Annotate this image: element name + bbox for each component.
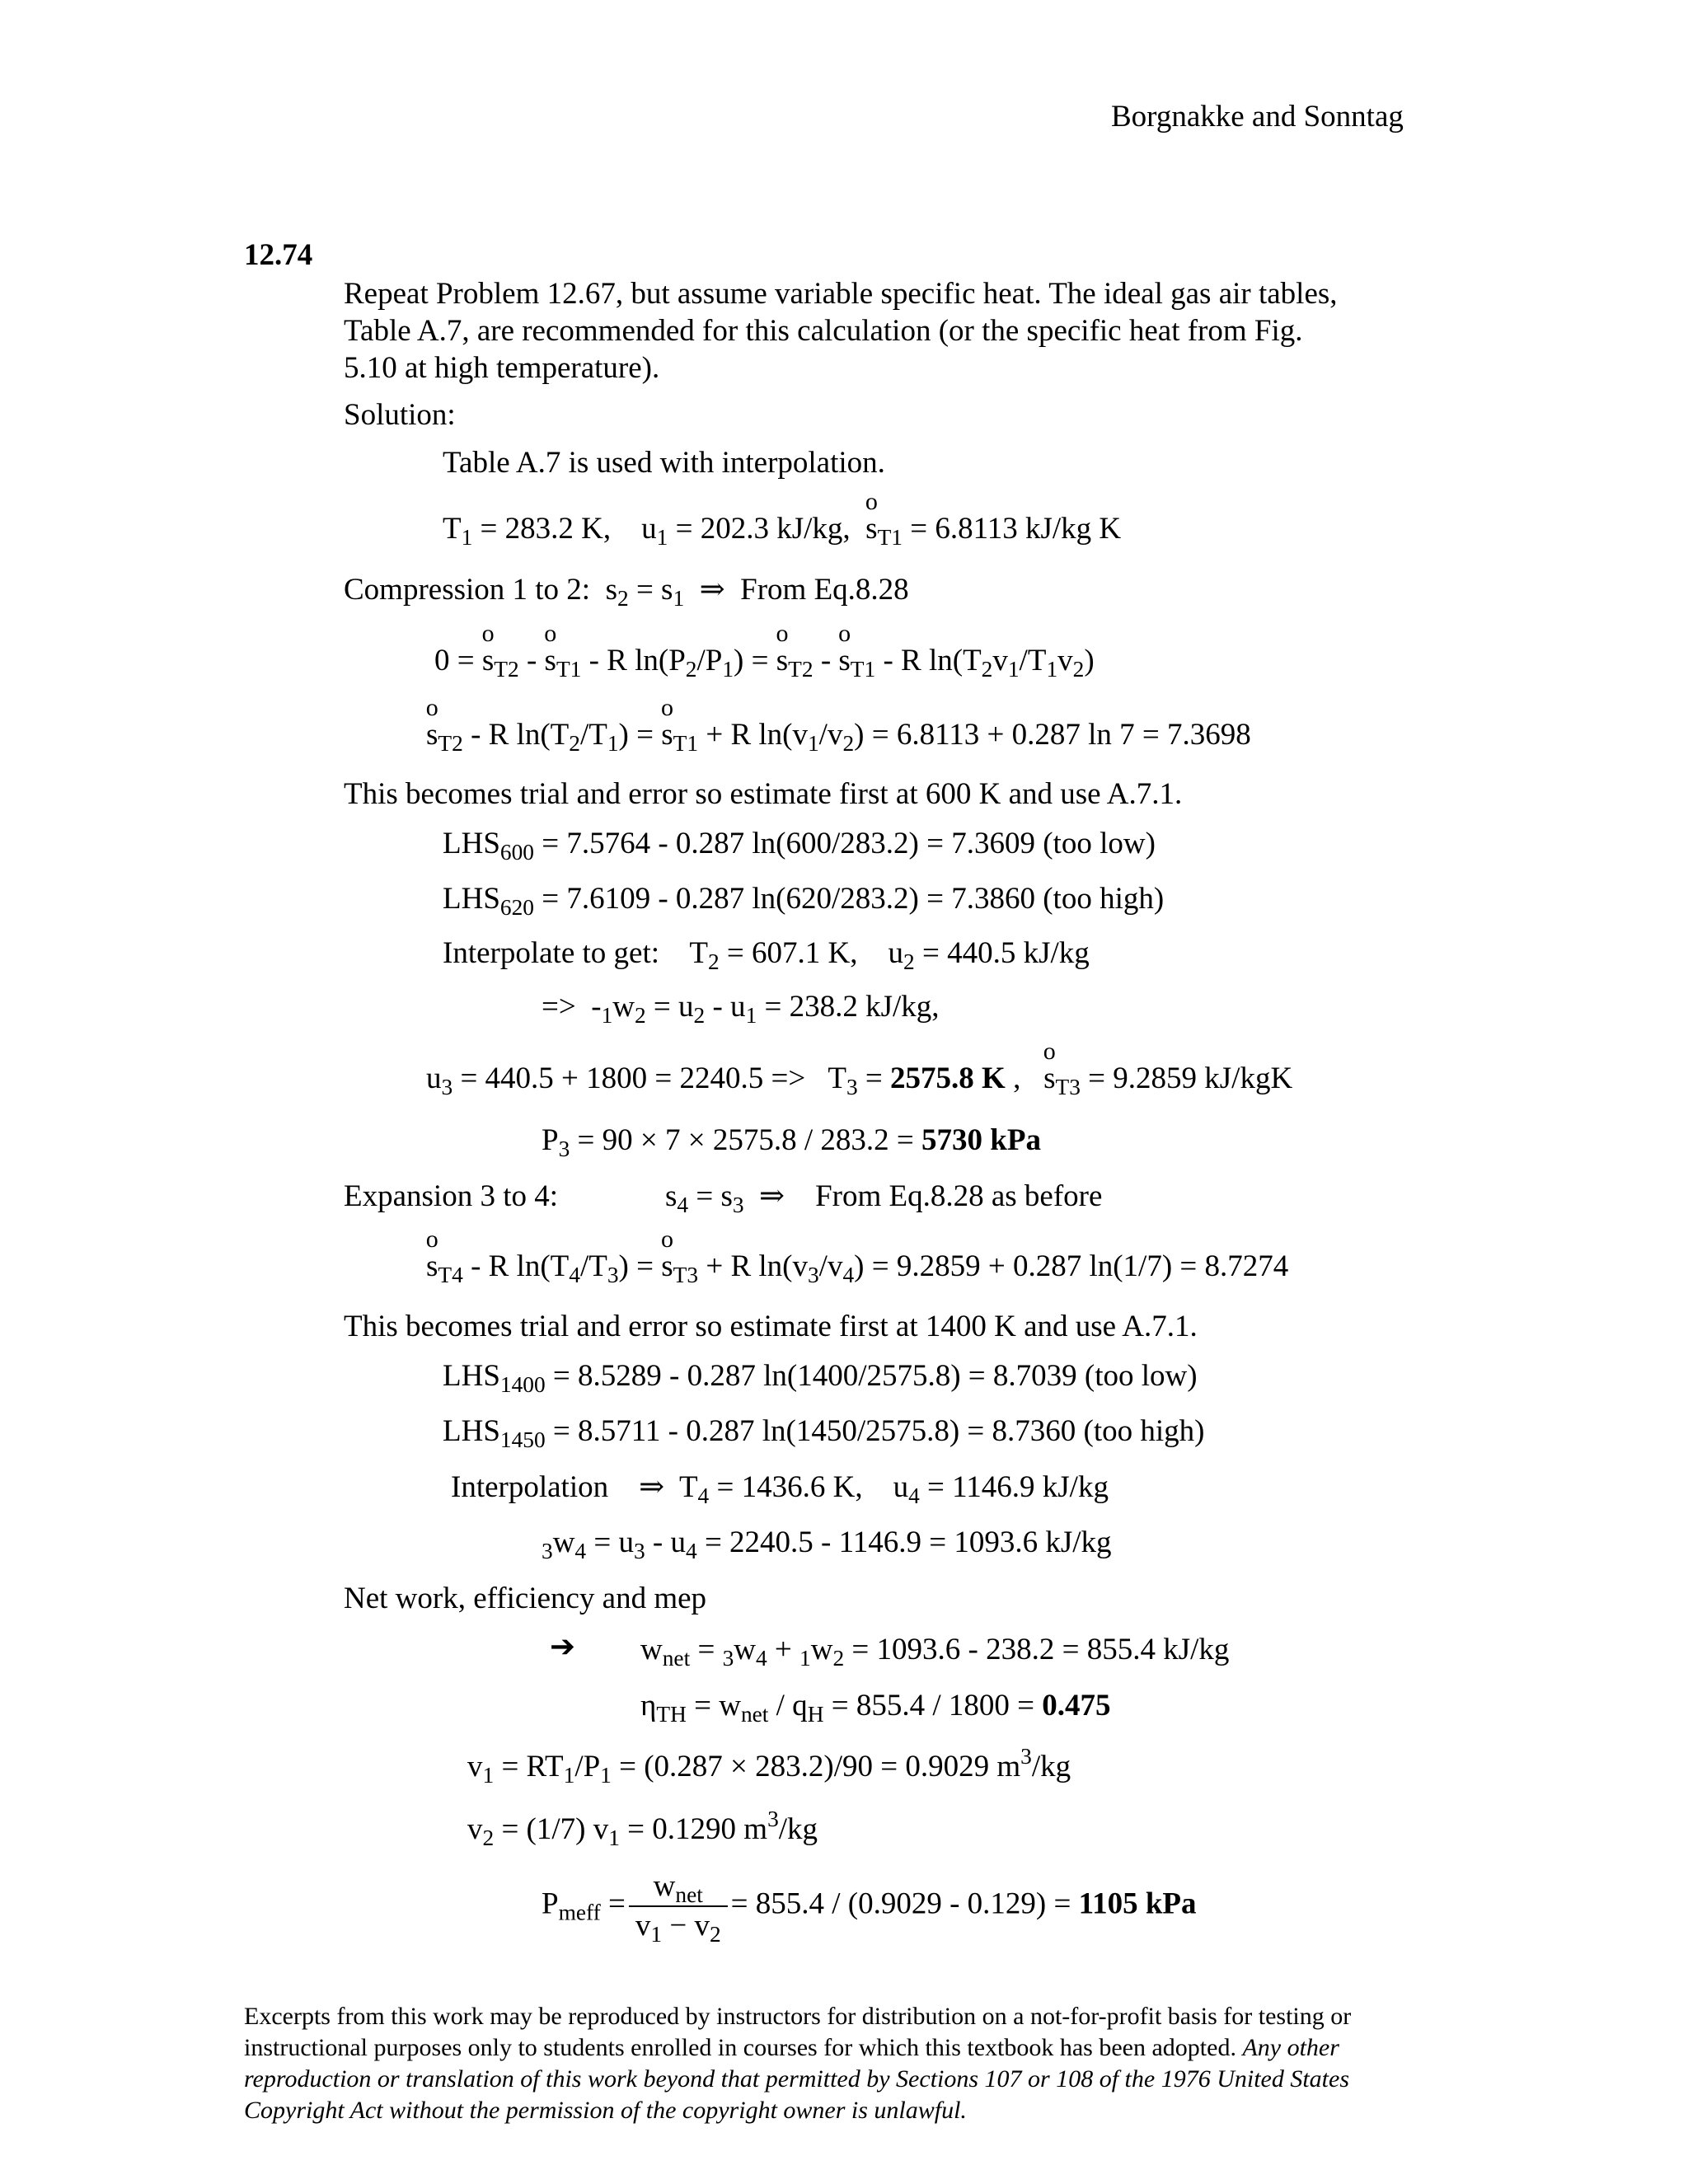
expansion-trial-text: This becomes trial and error so estimate first at 1400 K and use A.7.1. bbox=[344, 1310, 1198, 1343]
state1-values: $T_1 = 283.2$ K, $u_1 = 202.3$ kJ/kg, s o $_{T1}$ = 6.8113 kJ/kg K bbox=[443, 488, 1122, 551]
lhs-1450: $LHS_{1450} = 8.5711 - 0.287$ ln(1450/2575.8) = 8.7360 (too high) bbox=[443, 1414, 1205, 1453]
specific-volume-2: $v_2 = (1/7) v_1 = 0.1290$ $m^3/kg$ bbox=[467, 1806, 818, 1851]
work-1-2: => $-_1w_2 = u_2 - u_1 = 238.2$ kJ/kg, bbox=[542, 990, 940, 1029]
interpolation-T4: Interpolation ⇒ $T_4 = 1436.6$ K, $u_4 = 1146.9$ kJ/kg bbox=[451, 1470, 1109, 1509]
work-3-4: $_3w_4 = u_3 - u_4 = 2240.5 - 1146.9 = 1093.6$ kJ/kg bbox=[542, 1526, 1112, 1564]
arrow-icon: ➔ bbox=[550, 1630, 576, 1664]
compression-trial-text: This becomes trial and error so estimate first at 600 K and use A.7.1. bbox=[344, 777, 1183, 811]
compression-line: Compression 1 to 2: $s_2 = s_1$ ⇒ From Eq.8.28 bbox=[344, 573, 909, 612]
lhs-600: $LHS_{600} = 7.5764 - 0.287$ ln(600/283.2) = 7.3609 (too low) bbox=[443, 827, 1156, 865]
entropy-equation-1: 0 = s o $_{T2}$ - s o $_{T1}$ - R $\ln(P_2/P_1) = s$ o $_{T2}$ - s o $_{T1}$ - R $\ln(T_2v_1/T_1v_2)$ bbox=[434, 620, 1095, 682]
expansion-line: Expansion 3 to 4: bbox=[344, 1179, 559, 1213]
statement-line-1: Repeat Problem 12.67, but assume variable specific heat. The ideal gas air tables, bbox=[344, 277, 1338, 311]
lhs-1400: $LHS_{1400} = 8.5289 - 0.287$ ln(1400/2575.8) = 8.7039 (too low) bbox=[443, 1359, 1198, 1398]
interpolate-T2: Interpolate to get: $T_2 = 607.1$ K, $u_2 = 440.5$ kJ/kg bbox=[443, 936, 1090, 975]
net-work-line: $w_{net} = _3w_4 + _1w_2 = 1093.6 - 238.2 = 855.4$ kJ/kg bbox=[640, 1633, 1230, 1671]
page-header-authors: Borgnakke and Sonntag bbox=[1111, 100, 1404, 134]
specific-volume-1: $v_1 = RT_1/P_1 = (0.287 \times 283.2)/90 = 0.9029$ $m^3/kg$ bbox=[467, 1743, 1071, 1788]
entropy-equation-3: s o $_{T4}$ - R $\ln(T_4/T_3) = s$ o $_{T3}$ + R $\ln(v_3/v_4) = 9.2859 + 0.287$ ln(1/7) = 8.7274 bbox=[425, 1226, 1289, 1288]
expansion-relation: $s_4 = s_3$ ⇒ From Eq.8.28 as before bbox=[665, 1179, 1103, 1218]
statement-line-2: Table A.7, are recommended for this calculation (or the specific heat from Fig. bbox=[344, 314, 1303, 348]
mep-fraction: $\frac{w_{net}}{v_1 - v_2}$ bbox=[629, 1869, 728, 1943]
net-work-label: Net work, efficiency and mep bbox=[344, 1582, 707, 1615]
problem-number: 12.74 bbox=[244, 238, 313, 272]
state3-line: $u_3 = 440.5 + 1800 = 2240.5 => T_3 = 2575.8$ K , s o $_{T3}$ = 9.2859 kJ/kgK bbox=[426, 1038, 1293, 1100]
entropy-equation-2: s o $_{T2}$ - R $\ln(T_2/T_1) = s$ o $_{T1}$ + R $\ln(v_1/v_2) = 6.8113 + 0.287$ ln 7 = 7.3698 bbox=[425, 694, 1251, 757]
efficiency-line: $\eta_{TH} = w_{net} / q_H = 855.4 / 1800 = 0.475$ bbox=[640, 1689, 1111, 1727]
P3-line: $P_3 = 90 \times 7 \times 2575.8 / 283.2 = 5730$ kPa bbox=[542, 1123, 1041, 1162]
copyright-footer: Excerpts from this work may be reproduced by instructors for distribution on a not-for-profit basis for testing or instructional purposes only to students enrolled in courses for which this textbook has been adopted. Any other reproduction or translation of this work beyond that permitted by Sections 107 or 108 of the 1976 United States Copyright Act without the permission of the copyright owner is unlawful. bbox=[244, 2003, 1352, 2124]
statement-line-3: 5.10 at high temperature). bbox=[344, 351, 660, 385]
mean-effective-pressure: $P_{meff}$ = $\frac{w_{net}}{v_1 - v_2}$ = 855.4 / (0.9029 - 0.129) = 1105 kPa bbox=[542, 1869, 1197, 1947]
solution-label: Solution: bbox=[344, 398, 456, 432]
lhs-620: $LHS_{620} = 7.6109 - 0.287$ ln(620/283.2) = 7.3860 (too high) bbox=[443, 882, 1165, 921]
table-note: Table A.7 is used with interpolation. bbox=[443, 446, 885, 480]
